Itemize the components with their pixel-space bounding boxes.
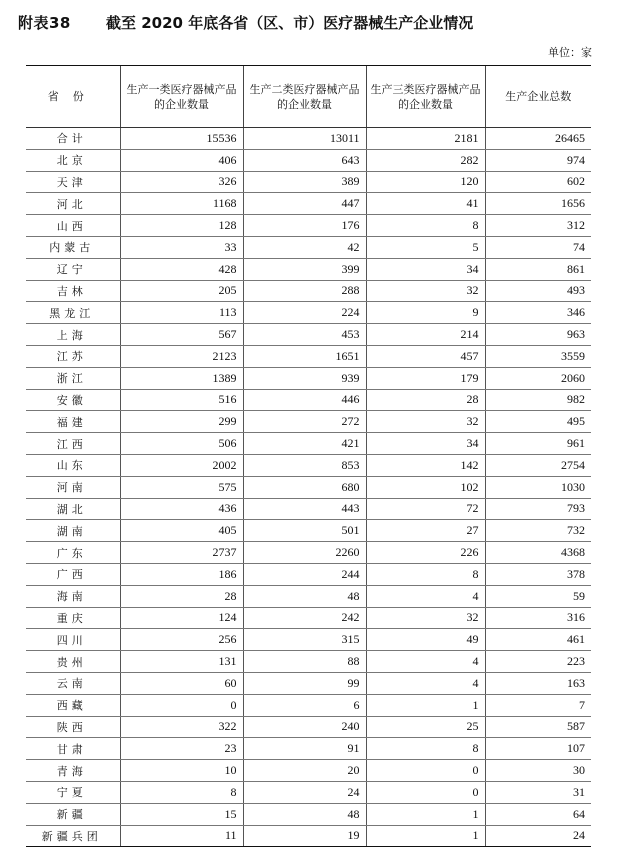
cell-class2: 13011 (243, 128, 366, 150)
cell-class1: 60 (120, 672, 243, 694)
cell-class3: 282 (366, 149, 485, 171)
cell-class1: 405 (120, 520, 243, 542)
cell-class2: 853 (243, 454, 366, 476)
cell-class1: 436 (120, 498, 243, 520)
table-row (26, 520, 591, 542)
column-header-class1: 生产一类医疗器械产品的企业数量 (120, 66, 243, 128)
table-row (26, 760, 591, 782)
cell-class2: 91 (243, 738, 366, 760)
cell-class2: 19 (243, 825, 366, 847)
cell-class1: 516 (120, 389, 243, 411)
table-row (26, 651, 591, 673)
table-row (26, 258, 591, 280)
cell-total: 316 (485, 607, 591, 629)
table-body (26, 128, 591, 847)
cell-province: 上海 (26, 324, 120, 346)
cell-total: 346 (485, 302, 591, 324)
cell-total: 26465 (485, 128, 591, 150)
cell-class3: 8 (366, 738, 485, 760)
cell-total: 4368 (485, 542, 591, 564)
cell-province: 广东 (26, 542, 120, 564)
cell-class3: 4 (366, 585, 485, 607)
table-row (26, 367, 591, 389)
cell-class2: 20 (243, 760, 366, 782)
table-row (26, 716, 591, 738)
cell-class3: 9 (366, 302, 485, 324)
table-row (26, 280, 591, 302)
cell-class3: 1 (366, 694, 485, 716)
cell-class2: 48 (243, 803, 366, 825)
table-row (26, 236, 591, 258)
cell-class3: 34 (366, 258, 485, 280)
data-table (26, 65, 591, 847)
cell-total: 3559 (485, 345, 591, 367)
table-row (26, 825, 591, 847)
unit-label: 单位：家 (548, 46, 592, 59)
cell-class1: 1168 (120, 193, 243, 215)
cell-total: 59 (485, 585, 591, 607)
cell-province: 新疆兵团 (26, 825, 120, 847)
cell-total: 31 (485, 781, 591, 803)
cell-total: 732 (485, 520, 591, 542)
cell-total: 2060 (485, 367, 591, 389)
cell-class2: 288 (243, 280, 366, 302)
cell-province: 云南 (26, 672, 120, 694)
cell-class2: 447 (243, 193, 366, 215)
table-row (26, 476, 591, 498)
cell-province: 河北 (26, 193, 120, 215)
cell-class3: 142 (366, 454, 485, 476)
table-row (26, 128, 591, 150)
table-row (26, 607, 591, 629)
page-title: 截至 2020 年底各省（区、市）医疗器械生产企业情况 (106, 14, 474, 32)
cell-class2: 242 (243, 607, 366, 629)
cell-class1: 33 (120, 236, 243, 258)
cell-province: 天津 (26, 171, 120, 193)
cell-total: 961 (485, 433, 591, 455)
cell-province: 四川 (26, 629, 120, 651)
table-row (26, 215, 591, 237)
cell-class2: 939 (243, 367, 366, 389)
cell-province: 辽宁 (26, 258, 120, 280)
table-row (26, 433, 591, 455)
cell-class1: 113 (120, 302, 243, 324)
cell-class2: 244 (243, 563, 366, 585)
cell-total: 7 (485, 694, 591, 716)
cell-total: 493 (485, 280, 591, 302)
cell-total: 1030 (485, 476, 591, 498)
cell-province: 吉林 (26, 280, 120, 302)
cell-total: 223 (485, 651, 591, 673)
cell-province: 安徽 (26, 389, 120, 411)
cell-class3: 49 (366, 629, 485, 651)
header-row (26, 66, 591, 128)
table-row (26, 694, 591, 716)
cell-total: 587 (485, 716, 591, 738)
cell-class2: 88 (243, 651, 366, 673)
cell-province: 内蒙古 (26, 236, 120, 258)
cell-province: 甘肃 (26, 738, 120, 760)
cell-province: 西藏 (26, 694, 120, 716)
cell-class1: 2002 (120, 454, 243, 476)
cell-province: 广西 (26, 563, 120, 585)
cell-class3: 72 (366, 498, 485, 520)
cell-class1: 15 (120, 803, 243, 825)
cell-class3: 0 (366, 781, 485, 803)
cell-province: 山东 (26, 454, 120, 476)
cell-class1: 1389 (120, 367, 243, 389)
cell-class2: 176 (243, 215, 366, 237)
cell-total: 378 (485, 563, 591, 585)
cell-total: 602 (485, 171, 591, 193)
cell-province: 宁夏 (26, 781, 120, 803)
cell-class2: 48 (243, 585, 366, 607)
table-row (26, 672, 591, 694)
cell-class1: 205 (120, 280, 243, 302)
cell-class1: 2737 (120, 542, 243, 564)
cell-class1: 326 (120, 171, 243, 193)
table-row (26, 629, 591, 651)
cell-class3: 27 (366, 520, 485, 542)
cell-total: 64 (485, 803, 591, 825)
cell-class1: 186 (120, 563, 243, 585)
cell-province: 江苏 (26, 345, 120, 367)
cell-province: 新疆 (26, 803, 120, 825)
cell-class2: 315 (243, 629, 366, 651)
cell-province: 重庆 (26, 607, 120, 629)
cell-class1: 124 (120, 607, 243, 629)
cell-class1: 299 (120, 411, 243, 433)
cell-total: 461 (485, 629, 591, 651)
cell-class2: 272 (243, 411, 366, 433)
cell-province: 合计 (26, 128, 120, 150)
cell-class3: 102 (366, 476, 485, 498)
cell-class2: 224 (243, 302, 366, 324)
cell-class3: 25 (366, 716, 485, 738)
cell-class2: 443 (243, 498, 366, 520)
cell-province: 湖南 (26, 520, 120, 542)
cell-class3: 8 (366, 215, 485, 237)
cell-province: 山西 (26, 215, 120, 237)
cell-total: 163 (485, 672, 591, 694)
cell-class1: 428 (120, 258, 243, 280)
table-row (26, 738, 591, 760)
table-row (26, 193, 591, 215)
cell-province: 河南 (26, 476, 120, 498)
cell-province: 黑龙江 (26, 302, 120, 324)
cell-class1: 567 (120, 324, 243, 346)
table-row (26, 585, 591, 607)
cell-province: 陕西 (26, 716, 120, 738)
table-row (26, 454, 591, 476)
cell-class2: 42 (243, 236, 366, 258)
cell-province: 青海 (26, 760, 120, 782)
cell-class3: 214 (366, 324, 485, 346)
cell-class2: 389 (243, 171, 366, 193)
cell-class3: 32 (366, 607, 485, 629)
table-row (26, 149, 591, 171)
cell-class3: 1 (366, 803, 485, 825)
table-row (26, 411, 591, 433)
cell-class3: 1 (366, 825, 485, 847)
cell-class2: 453 (243, 324, 366, 346)
cell-class2: 643 (243, 149, 366, 171)
cell-class3: 8 (366, 563, 485, 585)
cell-total: 24 (485, 825, 591, 847)
table-row (26, 781, 591, 803)
cell-class3: 179 (366, 367, 485, 389)
cell-total: 1656 (485, 193, 591, 215)
cell-class1: 0 (120, 694, 243, 716)
cell-class1: 128 (120, 215, 243, 237)
table-row (26, 171, 591, 193)
title-row (18, 8, 608, 36)
cell-total: 963 (485, 324, 591, 346)
cell-class3: 226 (366, 542, 485, 564)
cell-total: 74 (485, 236, 591, 258)
cell-class1: 28 (120, 585, 243, 607)
cell-total: 312 (485, 215, 591, 237)
column-header-class3: 生产三类医疗器械产品的企业数量 (366, 66, 485, 128)
cell-class1: 322 (120, 716, 243, 738)
cell-class1: 406 (120, 149, 243, 171)
cell-class1: 23 (120, 738, 243, 760)
table-row (26, 563, 591, 585)
cell-class2: 99 (243, 672, 366, 694)
cell-total: 793 (485, 498, 591, 520)
cell-province: 海南 (26, 585, 120, 607)
cell-class1: 10 (120, 760, 243, 782)
cell-total: 982 (485, 389, 591, 411)
cell-total: 2754 (485, 454, 591, 476)
cell-class2: 399 (243, 258, 366, 280)
cell-class2: 24 (243, 781, 366, 803)
cell-class2: 240 (243, 716, 366, 738)
cell-class2: 421 (243, 433, 366, 455)
table-row (26, 498, 591, 520)
cell-total: 974 (485, 149, 591, 171)
cell-total: 107 (485, 738, 591, 760)
cell-class3: 32 (366, 280, 485, 302)
cell-total: 861 (485, 258, 591, 280)
column-header-province: 省份 (26, 66, 120, 128)
cell-total: 30 (485, 760, 591, 782)
cell-province: 江西 (26, 433, 120, 455)
cell-class3: 34 (366, 433, 485, 455)
table-number: 附表38 (18, 14, 71, 32)
table-header (26, 66, 591, 128)
cell-class3: 120 (366, 171, 485, 193)
cell-class1: 506 (120, 433, 243, 455)
cell-class2: 1651 (243, 345, 366, 367)
table-row (26, 345, 591, 367)
cell-class2: 6 (243, 694, 366, 716)
table-row (26, 542, 591, 564)
cell-class3: 28 (366, 389, 485, 411)
cell-class3: 41 (366, 193, 485, 215)
cell-class2: 680 (243, 476, 366, 498)
cell-province: 湖北 (26, 498, 120, 520)
cell-class1: 131 (120, 651, 243, 673)
cell-class1: 2123 (120, 345, 243, 367)
cell-province: 福建 (26, 411, 120, 433)
table-row (26, 302, 591, 324)
column-header-total: 生产企业总数 (485, 66, 591, 128)
cell-class3: 0 (366, 760, 485, 782)
cell-class3: 32 (366, 411, 485, 433)
cell-class1: 8 (120, 781, 243, 803)
table-row (26, 324, 591, 346)
cell-class1: 575 (120, 476, 243, 498)
cell-province: 浙江 (26, 367, 120, 389)
table-row (26, 389, 591, 411)
cell-class3: 5 (366, 236, 485, 258)
table-row (26, 803, 591, 825)
cell-class3: 2181 (366, 128, 485, 150)
column-header-class2: 生产二类医疗器械产品的企业数量 (243, 66, 366, 128)
cell-province: 贵州 (26, 651, 120, 673)
cell-class3: 457 (366, 345, 485, 367)
cell-class2: 446 (243, 389, 366, 411)
cell-class2: 501 (243, 520, 366, 542)
cell-class1: 15536 (120, 128, 243, 150)
cell-total: 495 (485, 411, 591, 433)
cell-class2: 2260 (243, 542, 366, 564)
cell-class1: 256 (120, 629, 243, 651)
cell-class3: 4 (366, 672, 485, 694)
cell-class3: 4 (366, 651, 485, 673)
cell-class1: 11 (120, 825, 243, 847)
cell-province: 北京 (26, 149, 120, 171)
